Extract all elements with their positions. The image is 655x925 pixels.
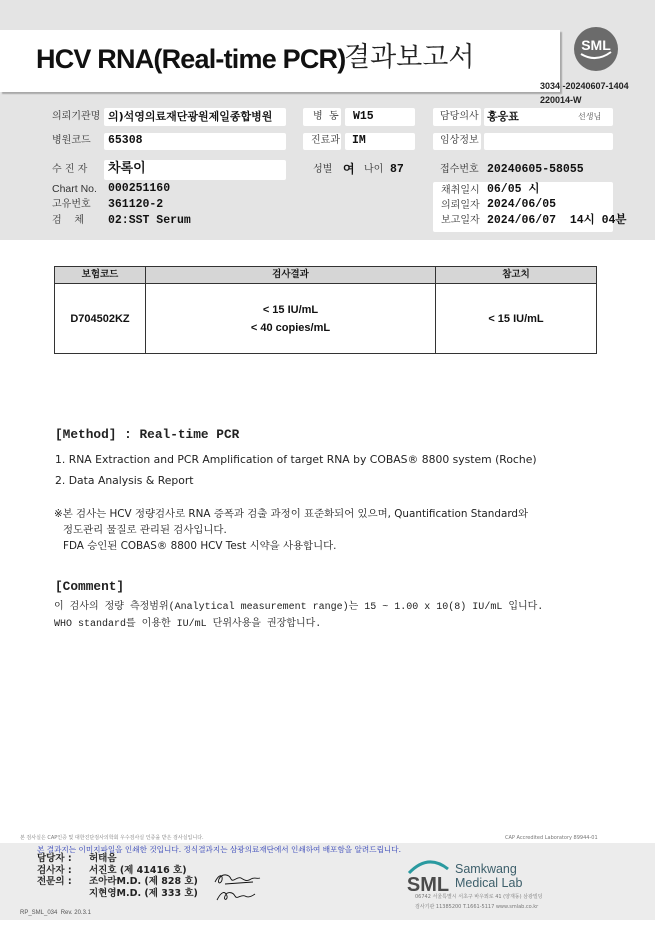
address-line-2: 검사기관 11385200 T.1661-5117 www.smlab.co.kr (415, 904, 539, 910)
sex-label: 성별 (313, 164, 333, 175)
report-title: HCV RNA(Real-time PCR) (36, 44, 346, 74)
cell-reference: < 15 IU/mL (436, 284, 597, 354)
method-heading: [Method] : Real-time PCR (55, 427, 240, 442)
cap-note: CAP Accredited Laboratory 89944-01 (505, 835, 598, 841)
clinical-info-label: 임상정보 (440, 135, 479, 146)
specimen-label: 검 체 (52, 215, 85, 226)
requested-label: 의뢰일자 (441, 200, 480, 211)
reported-value: 2024/06/07 14시 04분 (487, 214, 627, 227)
signature-2 (217, 893, 255, 900)
form-code: RP_SML_034 Rev. 20.3.1 (20, 910, 91, 916)
doctor-suffix: 선생님 (578, 112, 602, 121)
sml-logo-icon (573, 26, 619, 72)
print-notice: 본 결과지는 이미지파일을 인쇄한 것입니다. 정식결과지는 삼광의료재단에서 인쇄하여 배포함을 알려드립니다. (37, 845, 401, 854)
report-subcode: 220014-W (540, 95, 582, 105)
signatures (213, 870, 263, 904)
clinical-info-box (484, 133, 613, 150)
department-label: 진료과 (311, 135, 340, 146)
chart-no-value: 000251160 (108, 182, 171, 195)
unique-no-label: 고유번호 (52, 199, 91, 210)
specimen-value: 02:SST Serum (108, 214, 191, 227)
receipt-no-value: 20240605-58055 (487, 163, 584, 176)
logo-text: SML (581, 37, 611, 53)
staff-role-tester: 검사자 : (37, 865, 72, 876)
patient-value: 차록이 (108, 161, 146, 176)
report-title-korean: 결과보고서 (344, 42, 475, 73)
staff-name-specialist-1: 조아라M.D. (제 828 호) (89, 876, 198, 887)
hospital-code-label: 병원코드 (52, 135, 91, 146)
cell-result (146, 284, 436, 354)
institution-value: 의)석영의료재단광원제일종합병원 (108, 110, 273, 123)
ward-label: 병 동 (313, 111, 339, 122)
report-code: 3034 -20240607-1404 (540, 81, 629, 91)
reported-label: 보고일자 (441, 215, 480, 226)
staff-name-manager: 허태음 (89, 853, 117, 864)
staff-name-specialist-2: 지현영M.D. (제 333 호) (89, 888, 198, 899)
table-header-row (55, 267, 597, 284)
lab-name-line-1: Samkwang (455, 862, 517, 876)
result-line-iu: < 15 IU/mL (262, 303, 319, 316)
unique-no-value: 361120-2 (108, 198, 164, 211)
method-step-1: 1. RNA Extraction and PCR Amplification of target RNA by COBAS® 8800 system (Roche) (55, 453, 537, 466)
staff-name-tester: 서진호 (제 41416 호) (89, 865, 187, 876)
requested-value: 2024/06/05 (487, 198, 557, 211)
institution-label: 의뢰기관명 (52, 111, 101, 122)
method-step-2: 2. Data Analysis & Report (55, 474, 194, 487)
signature-1 (215, 875, 260, 884)
header-reference: 참고치 (436, 267, 597, 284)
comment-line-2: WHO standard를 이용한 IU/mL 단위사용을 권장합니다. (54, 619, 322, 630)
receipt-no-label: 접수번호 (440, 164, 479, 175)
age-value: 87 (390, 163, 404, 176)
department-value: IM (352, 134, 366, 147)
logo-arc (409, 862, 448, 873)
header-code: 보험코드 (55, 267, 146, 284)
method-note-3: FDA 승인된 COBAS® 8800 HCV Test 시약을 사용합니다. (63, 540, 337, 552)
collected-label: 채취일시 (441, 185, 480, 196)
lab-name-line-2: Medical Lab (455, 876, 523, 890)
sex-value: 여 (343, 162, 355, 176)
comment-line-1: 이 검사의 정량 측정범위(Analytical measurement range)는 15 ~ 1.00 x 10(8) IU/mL 입니다. (54, 602, 544, 613)
lab-logo-text: SML (406, 874, 450, 896)
address-line-1: 06742 서울특별시 서초구 바우뫼로 41 (양재동) 삼광빌딩 (415, 894, 543, 900)
doctor-label: 담당의사 (440, 111, 479, 122)
cell-code: D704502KZ (55, 284, 146, 354)
ward-value: W15 (353, 110, 374, 123)
accreditation-note: 본 검사실은 CAP인증 및 대한진단검사의학회 우수검사실 인증을 받은 검사실입니다. (20, 835, 204, 841)
staff-role-manager: 담당자 : (37, 853, 72, 864)
hospital-code-value: 65308 (108, 134, 143, 147)
samkwang-logo-icon (404, 851, 452, 897)
result-line-copies: < 40 copies/mL (250, 321, 331, 334)
patient-label: 수 진 자 (52, 164, 88, 175)
results-table (54, 266, 597, 354)
collected-value: 06/05 시 (487, 183, 540, 196)
header-result: 검사결과 (146, 267, 436, 284)
doctor-value: 홍웅표 (487, 110, 519, 123)
age-label: 나이 (364, 164, 384, 175)
chart-no-label: Chart No. (52, 183, 97, 195)
comment-heading: [Comment] (55, 579, 125, 594)
table-row (55, 284, 597, 354)
staff-role-specialist: 전문의 : (37, 876, 72, 887)
method-note-2: 정도관리 물질로 관리된 검사입니다. (63, 524, 227, 536)
method-note-1: ※본 검사는 HCV 정량검사로 RNA 증폭과 검출 과정이 표준화되어 있으며, Quantification Standard와 (54, 508, 529, 520)
